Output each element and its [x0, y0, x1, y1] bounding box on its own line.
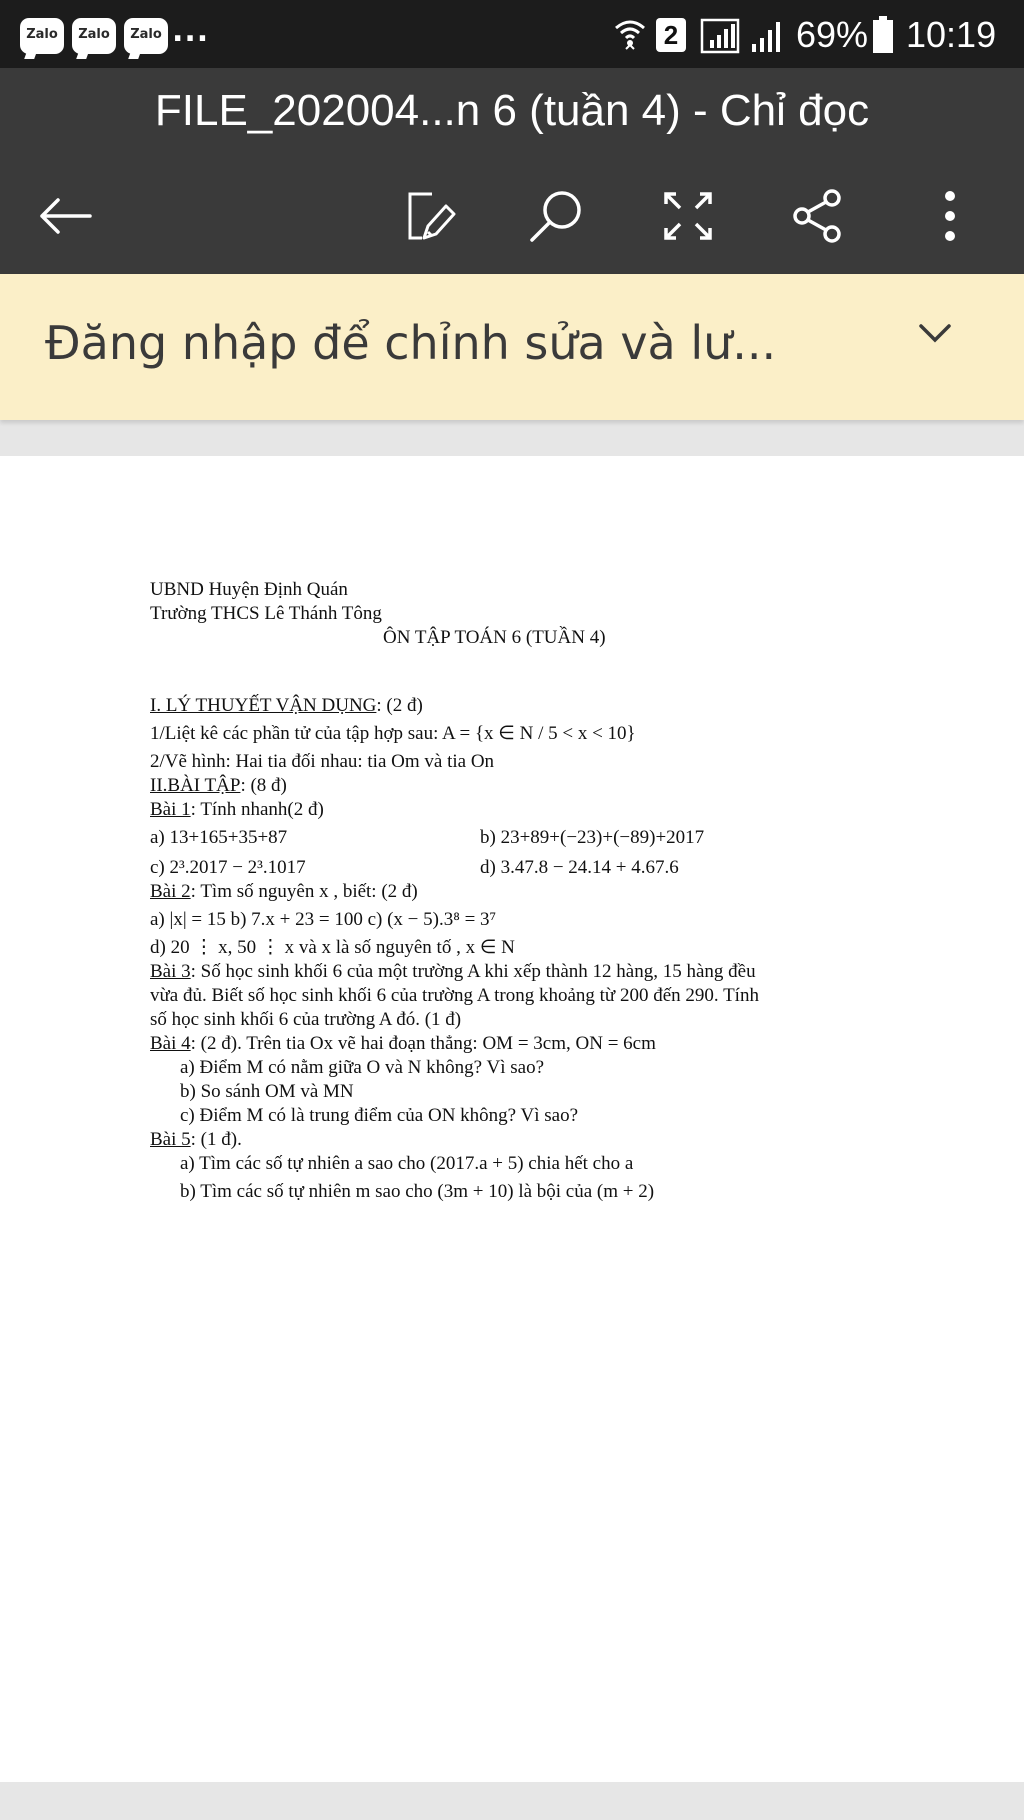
more-notifications-indicator: ...: [172, 14, 210, 49]
exercise-text: : Tìm số nguyên x , biết: (2 đ): [190, 881, 418, 902]
exercise-text: số học sinh khối 6 của trường A đó. (1 đ): [150, 1009, 462, 1030]
fullscreen-icon: [660, 188, 716, 244]
section-heading: I. LÝ THUYẾT VẬN DỤNG: [150, 695, 377, 716]
question-line: 1/Liệt kê các phần tử của tập hợp sau: A = {x ∈ N / 5 < x < 10}: [150, 723, 636, 744]
edit-icon: [402, 188, 458, 244]
status-bar: [0, 0, 1024, 68]
more-options-button[interactable]: [914, 180, 986, 252]
zalo-notification-icon: Zalo: [124, 18, 168, 54]
zalo-notification-icon: Zalo: [72, 18, 116, 54]
battery-percent: 69%: [796, 14, 869, 55]
section-points: : (8 đ): [240, 775, 287, 796]
question-line: 2/Vẽ hình: Hai tia đối nhau: tia Om và tia On: [150, 751, 495, 772]
sign-in-banner-text: Đăng nhập để chỉnh sửa và lư...: [45, 316, 777, 370]
back-arrow-icon: [38, 196, 94, 236]
document-title: FILE_202004...n 6 (tuần 4) - Chỉ đọc: [154, 86, 870, 135]
wifi-icon: [612, 16, 648, 52]
exercise-item: d) 3.47.8 − 24.14 + 4.67.6: [480, 857, 679, 878]
exercise-item: a) Tìm các số tự nhiên a sao cho (2017.a + 5) chia hết cho a: [180, 1153, 634, 1174]
exercise-item: d) 20 ⋮ x, 50 ⋮ x và x là số nguyên tố , x ∈ N: [150, 937, 515, 958]
chevron-down-icon[interactable]: [918, 322, 952, 344]
section-points: : (2 đ): [376, 695, 423, 716]
fullscreen-button[interactable]: [652, 180, 724, 252]
more-vert-icon: [940, 188, 960, 244]
exercise-item: b) Tìm các số tự nhiên m sao cho (3m + 10) là bội của (m + 2): [180, 1181, 655, 1202]
edit-button[interactable]: [394, 180, 466, 252]
back-button[interactable]: [30, 180, 102, 252]
exercise-label: Bài 2: [150, 881, 191, 902]
section-heading: II.BÀI TẬP: [150, 775, 241, 796]
battery-icon: [872, 16, 894, 54]
exercise-text: : (2 đ). Trên tia Ox vẽ hai đoạn thẳng: OM = 3cm, ON = 6cm: [190, 1033, 656, 1054]
exercise-text: vừa đủ. Biết số học sinh khối 6 của trường A trong khoảng từ 200 đến 290. Tính: [150, 985, 759, 1006]
doc-title: ÔN TẬP TOÁN 6 (TUẦN 4): [383, 627, 606, 648]
search-button[interactable]: [520, 180, 592, 252]
exercise-label: Bài 3: [150, 961, 191, 982]
exercise-label: Bài 5: [150, 1129, 191, 1150]
exercise-label: Bài 4: [150, 1033, 191, 1054]
exercise-text: : Tính nhanh(2 đ): [190, 799, 324, 820]
exercise-item: c) 2³.2017 − 2³.1017: [150, 857, 306, 878]
exercise-item: a) 13+165+35+87: [150, 827, 288, 848]
share-icon: [790, 188, 846, 244]
signal-icon: [700, 18, 740, 54]
exercise-text: : Số học sinh khối 6 của một trường A khi xếp thành 12 hàng, 15 hàng đều: [190, 961, 756, 982]
exercise-item: b) 23+89+(−23)+(−89)+2017: [480, 827, 705, 848]
sim-slot-badge: 2: [656, 18, 686, 52]
search-icon: [526, 186, 586, 246]
exercise-text: : (1 đ).: [190, 1129, 242, 1150]
document-content: [150, 578, 870, 1204]
sign-in-banner[interactable]: [0, 274, 1024, 420]
exercise-label: Bài 1: [150, 799, 191, 820]
share-button[interactable]: [782, 180, 854, 252]
clock: 10:19: [906, 14, 997, 55]
doc-header-line: UBND Huyện Định Quán: [150, 579, 348, 600]
exercise-item: b) So sánh OM và MN: [180, 1081, 354, 1102]
zalo-notification-icon: Zalo: [20, 18, 64, 54]
doc-header-line: Trường THCS Lê Thánh Tông: [150, 603, 382, 624]
signal-icon: [748, 18, 788, 54]
exercise-item: a) |x| = 15 b) 7.x + 23 = 100 c) (x − 5).3⁸ = 3⁷: [150, 909, 497, 930]
app-bar: [0, 68, 1024, 274]
exercise-item: a) Điểm M có nằm giữa O và N không? Vì sao?: [180, 1057, 544, 1078]
exercise-item: c) Điểm M có là trung điểm của ON không? Vì sao?: [180, 1105, 579, 1126]
